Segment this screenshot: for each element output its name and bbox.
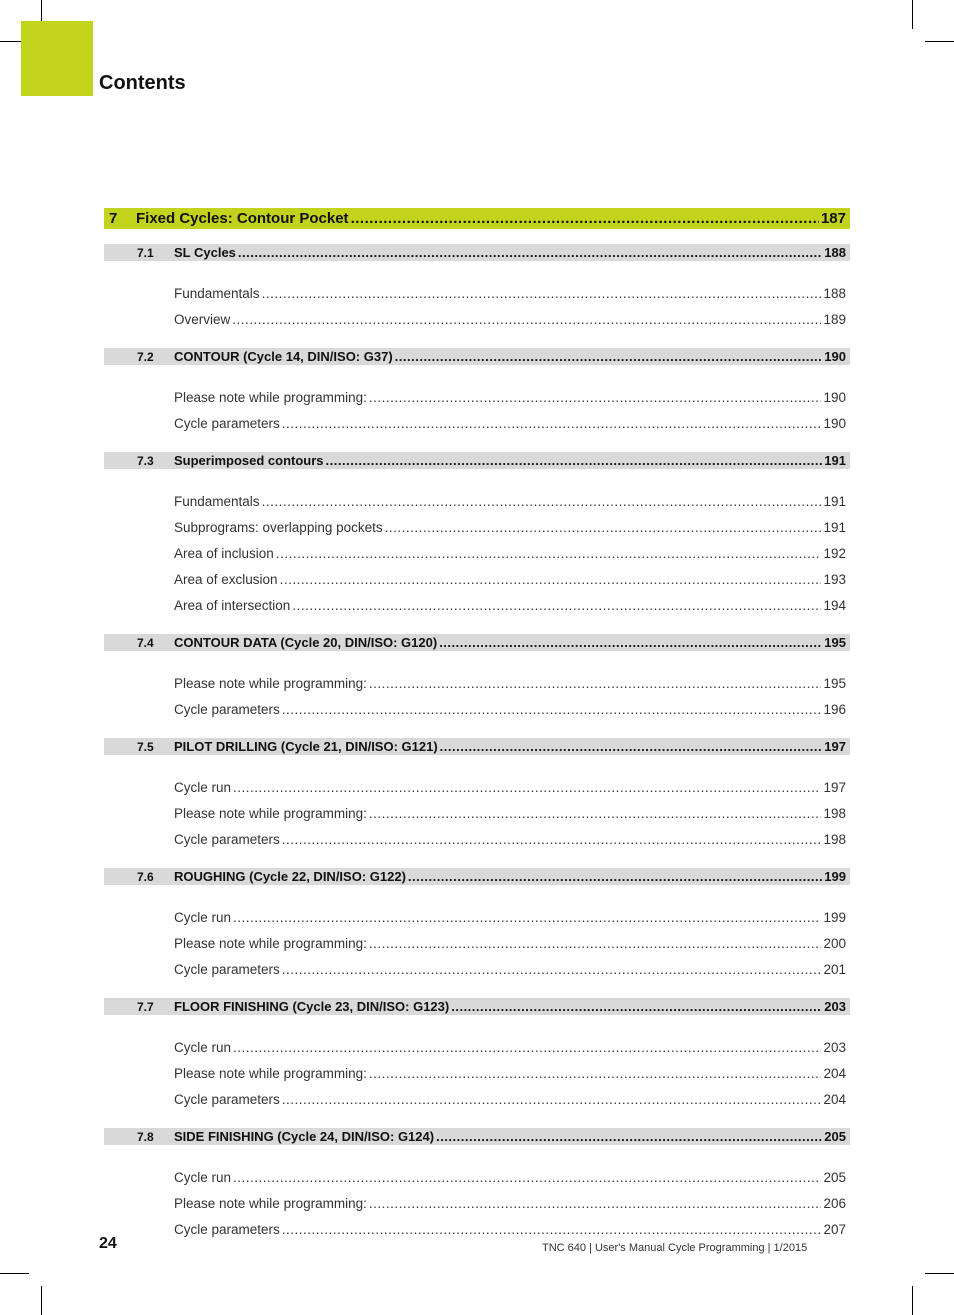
leader-dots [351, 210, 819, 227]
toc-entry[interactable] [104, 904, 850, 930]
entry-page: 204 [823, 1065, 846, 1081]
section-page: 191 [824, 453, 846, 468]
section-number: 7.7 [137, 999, 154, 1014]
section-row[interactable] [104, 634, 850, 651]
toc-entry[interactable] [104, 800, 850, 826]
crop-mark [41, 0, 42, 21]
toc-entry[interactable] [104, 410, 850, 436]
entry-page: 191 [823, 519, 846, 535]
section-title: SL Cycles [174, 245, 236, 260]
crop-mark [0, 41, 21, 42]
leader-dots [369, 1066, 822, 1081]
leader-dots [369, 676, 822, 691]
leader-dots [282, 962, 822, 977]
toc-entry[interactable] [104, 1060, 850, 1086]
entry-title: Area of inclusion [174, 545, 274, 561]
entry-title: Please note while programming: [174, 805, 367, 821]
section-number: 7.5 [137, 739, 154, 754]
section-title: PILOT DRILLING (Cycle 21, DIN/ISO: G121) [174, 739, 438, 754]
entry-title: Please note while programming: [174, 1195, 367, 1211]
section-page: 197 [824, 739, 846, 754]
section-row[interactable] [104, 244, 850, 261]
section-title: SIDE FINISHING (Cycle 24, DIN/ISO: G124) [174, 1129, 435, 1144]
leader-dots [369, 390, 822, 405]
leader-dots [369, 806, 822, 821]
toc-entry[interactable] [104, 592, 850, 618]
leader-dots [233, 1040, 821, 1055]
page-number: 24 [99, 1235, 117, 1252]
section-number: 7.2 [137, 349, 154, 364]
entry-title: Cycle parameters [174, 1091, 280, 1107]
leader-dots [233, 780, 821, 795]
section-row[interactable] [104, 1128, 850, 1145]
section-row[interactable] [104, 348, 850, 365]
entry-page: 191 [823, 493, 846, 509]
toc-entry[interactable] [104, 774, 850, 800]
section-number: 7.6 [137, 869, 154, 884]
entry-page: 190 [823, 389, 846, 405]
section-title: CONTOUR DATA (Cycle 20, DIN/ISO: G120) [174, 635, 438, 650]
chapter-title: Fixed Cycles: Contour Pocket [136, 210, 349, 227]
toc-entry[interactable] [104, 1190, 850, 1216]
entry-page: 204 [823, 1091, 846, 1107]
entry-title: Cycle run [174, 779, 232, 795]
toc-entry[interactable] [104, 696, 850, 722]
entry-page: 192 [823, 545, 846, 561]
entry-page: 189 [823, 311, 846, 327]
entry-page: 197 [823, 779, 846, 795]
entry-title: Fundamentals [174, 493, 260, 509]
entry-page: 205 [823, 1169, 846, 1185]
entry-title: Please note while programming: [174, 935, 367, 951]
toc-entry[interactable] [104, 1216, 850, 1242]
toc-entry[interactable] [104, 488, 850, 514]
toc-entry[interactable] [104, 826, 850, 852]
entry-title: Cycle parameters [174, 961, 280, 977]
entry-page: 198 [823, 831, 846, 847]
section-row[interactable] [104, 998, 850, 1015]
chapter-page: 187 [820, 210, 846, 227]
entry-page: 195 [823, 675, 846, 691]
entry-page: 200 [823, 935, 846, 951]
leader-dots [262, 286, 822, 301]
toc-entry[interactable] [104, 1086, 850, 1112]
page-title: Contents [99, 72, 186, 94]
leader-dots [282, 832, 822, 847]
leader-dots [233, 1170, 821, 1185]
toc-entry[interactable] [104, 280, 850, 306]
table-of-contents [104, 208, 850, 1242]
entry-title: Overview [174, 311, 231, 327]
entry-title: Fundamentals [174, 285, 260, 301]
leader-dots [369, 1196, 822, 1211]
crop-mark [925, 41, 954, 42]
leader-dots [276, 546, 822, 561]
leader-dots [451, 999, 822, 1014]
leader-dots [369, 936, 822, 951]
section-title: FLOOR FINISHING (Cycle 23, DIN/ISO: G123) [174, 999, 450, 1014]
entry-page: 207 [823, 1221, 846, 1237]
entry-title: Subprograms: overlapping pockets [174, 519, 383, 535]
section-number: 7.4 [137, 635, 154, 650]
section-number: 7.3 [137, 453, 154, 468]
leader-dots [282, 1092, 822, 1107]
section-row[interactable] [104, 738, 850, 755]
entry-title: Cycle run [174, 1169, 232, 1185]
toc-entry[interactable] [104, 670, 850, 696]
section-page: 195 [824, 635, 846, 650]
toc-entry[interactable] [104, 956, 850, 982]
toc-entry[interactable] [104, 540, 850, 566]
section-page: 188 [824, 245, 846, 260]
toc-entry[interactable] [104, 306, 850, 332]
leader-dots [282, 416, 822, 431]
crop-mark [912, 0, 913, 29]
chapter-number: 7 [109, 210, 118, 227]
entry-title: Area of intersection [174, 597, 291, 613]
footer-text: TNC 640 | User's Manual Cycle Programming | 1/2015 [542, 1242, 808, 1254]
entry-page: 198 [823, 805, 846, 821]
entry-page: 194 [823, 597, 846, 613]
leader-dots [326, 453, 823, 468]
section-page: 205 [824, 1129, 846, 1144]
entry-page: 203 [823, 1039, 846, 1055]
crop-mark [0, 1273, 29, 1274]
leader-dots [232, 312, 821, 327]
leader-dots [280, 572, 822, 587]
leader-dots [262, 494, 822, 509]
leader-dots [395, 349, 823, 364]
toc-entry[interactable] [104, 930, 850, 956]
entry-page: 199 [823, 909, 846, 925]
entry-title: Cycle parameters [174, 831, 280, 847]
section-title: ROUGHING (Cycle 22, DIN/ISO: G122) [174, 869, 406, 884]
toc-entry[interactable] [104, 1034, 850, 1060]
leader-dots [385, 520, 822, 535]
leader-dots [282, 702, 822, 717]
accent-block [21, 21, 93, 96]
crop-mark [912, 1286, 913, 1315]
leader-dots [440, 739, 823, 754]
entry-title: Cycle parameters [174, 415, 280, 431]
section-page: 203 [824, 999, 846, 1014]
leader-dots [282, 1222, 822, 1237]
entry-title: Cycle parameters [174, 701, 280, 717]
leader-dots [292, 598, 821, 613]
leader-dots [233, 910, 821, 925]
toc-sections [104, 244, 850, 1242]
entry-title: Please note while programming: [174, 1065, 367, 1081]
leader-dots [408, 869, 822, 884]
section-page: 199 [824, 869, 846, 884]
entry-title: Cycle run [174, 909, 232, 925]
section-row[interactable] [104, 452, 850, 469]
entry-page: 190 [823, 415, 846, 431]
entry-page: 196 [823, 701, 846, 717]
crop-mark [41, 1286, 42, 1315]
section-number: 7.8 [137, 1129, 154, 1144]
toc-entry[interactable] [104, 1164, 850, 1190]
section-page: 190 [824, 349, 846, 364]
section-row[interactable] [104, 868, 850, 885]
leader-dots [238, 245, 822, 260]
leader-dots [436, 1129, 822, 1144]
toc-entry[interactable] [104, 514, 850, 540]
leader-dots [439, 635, 822, 650]
entry-page: 201 [823, 961, 846, 977]
entry-title: Area of exclusion [174, 571, 278, 587]
entry-title: Please note while programming: [174, 389, 367, 405]
section-number: 7.1 [137, 245, 154, 260]
entry-page: 188 [823, 285, 846, 301]
section-title: Superimposed contours [174, 453, 324, 468]
entry-page: 206 [823, 1195, 846, 1211]
entry-title: Cycle run [174, 1039, 232, 1055]
toc-entry[interactable] [104, 384, 850, 410]
entry-title: Please note while programming: [174, 675, 367, 691]
crop-mark [925, 1273, 954, 1274]
toc-entry[interactable] [104, 566, 850, 592]
entry-title: Cycle parameters [174, 1221, 280, 1237]
chapter-row[interactable] [104, 208, 850, 229]
entry-page: 193 [823, 571, 846, 587]
section-title: CONTOUR (Cycle 14, DIN/ISO: G37) [174, 349, 393, 364]
